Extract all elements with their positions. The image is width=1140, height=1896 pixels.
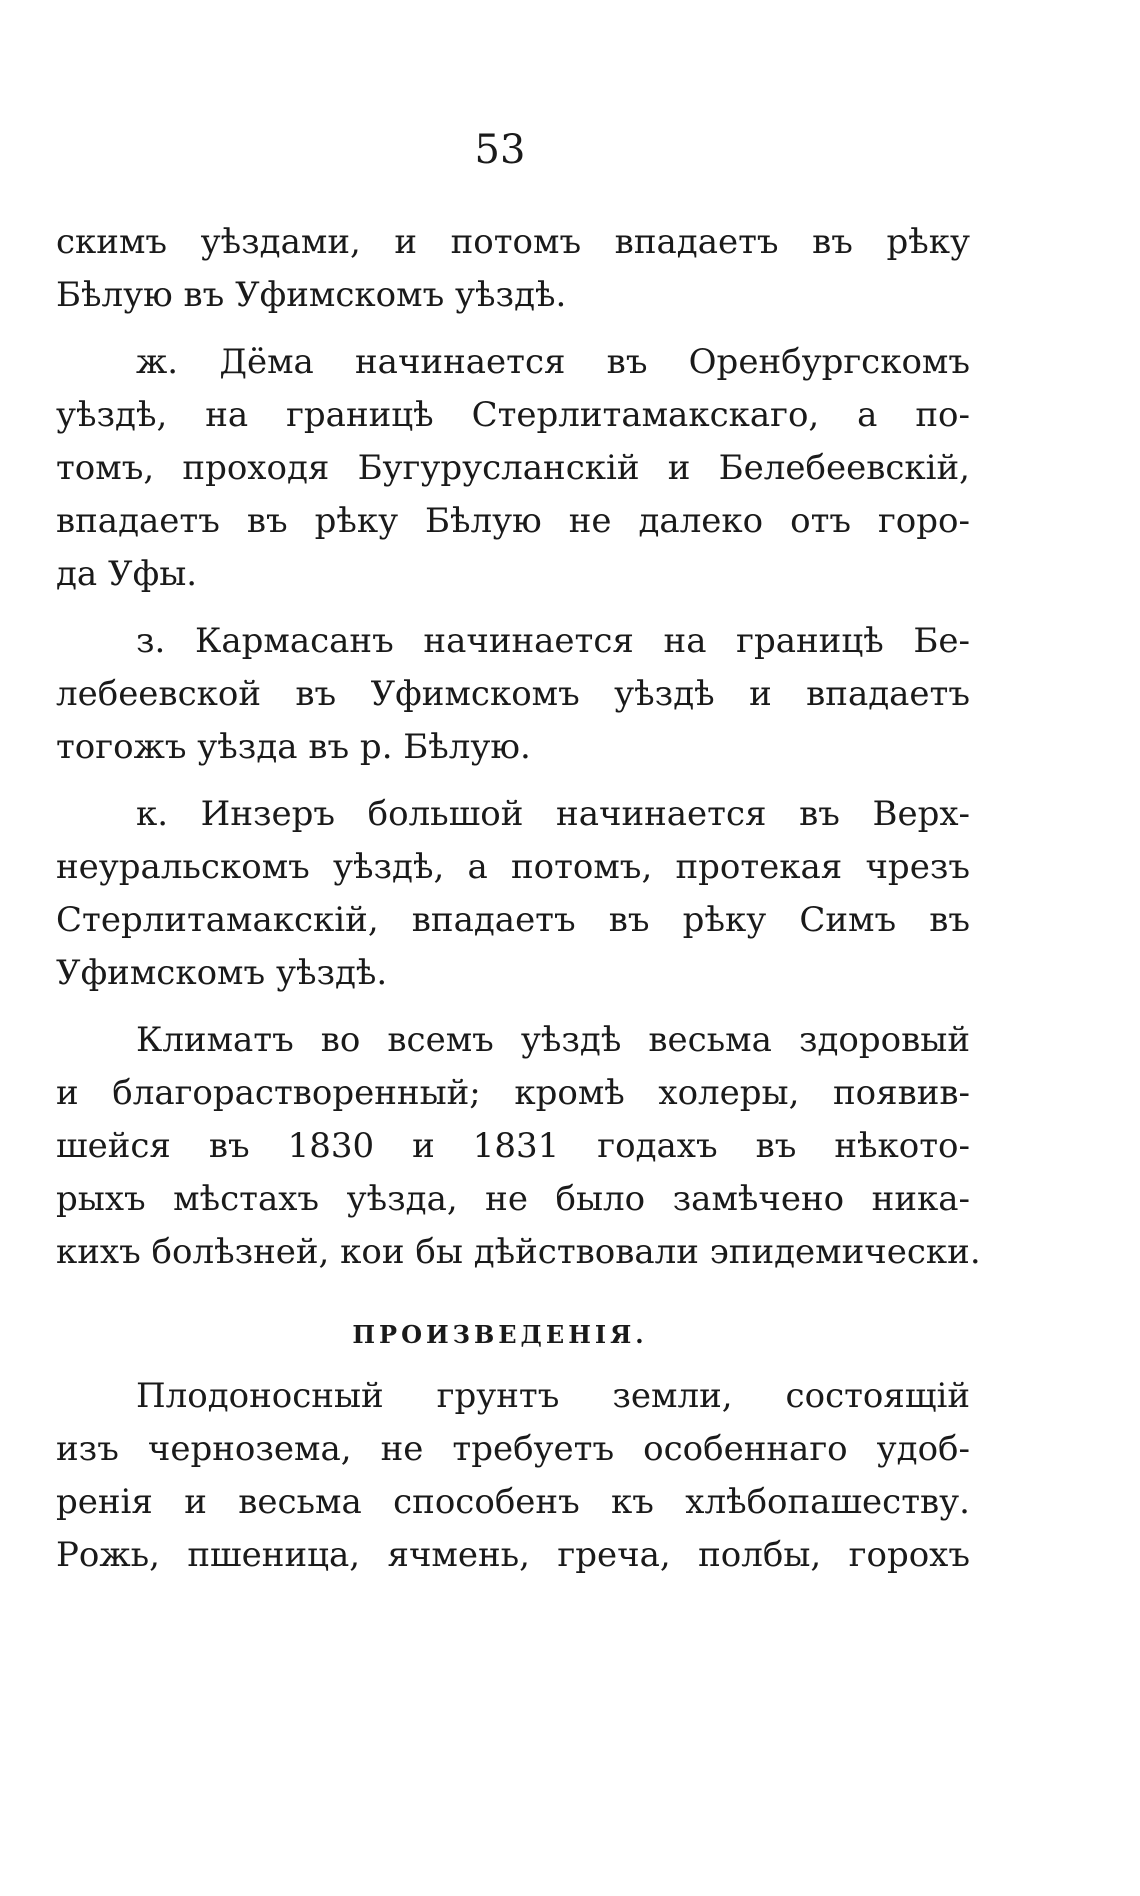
text-line: шейся въ 1830 и 1831 годахъ въ нѣкото- (56, 1126, 970, 1166)
page-number: 53 (474, 127, 526, 173)
text-line: рыхъ мѣстахъ уѣзда, не было замѣчено ника- (56, 1179, 970, 1219)
text-line: скимъ уѣздами, и потомъ впадаетъ въ рѣку (56, 222, 970, 262)
text-line: Климатъ во всемъ уѣздѣ весьма здоровый (136, 1020, 970, 1060)
paragraph (56, 216, 970, 322)
text-line: з. Кармасанъ начинается на границѣ Бе- (136, 621, 970, 661)
paragraph (56, 336, 970, 601)
paragraph (56, 1370, 970, 1582)
text-line: к. Инзеръ большой начинается въ Верх- (136, 794, 970, 834)
paragraph (56, 788, 970, 1000)
text-line: кихъ болѣзней, кои бы дѣйствовали эпидемически. (56, 1232, 981, 1272)
text-line: томъ, проходя Бугурусланскій и Белебеевскій, (56, 448, 970, 488)
text-line: впадаетъ въ рѣку Бѣлую не далеко отъ горо- (56, 501, 970, 541)
text-line: ж. Дёма начинается въ Оренбургскомъ (136, 342, 970, 382)
text-line: и благорастворенный; кромѣ холеры, появив- (56, 1073, 970, 1113)
paragraph (56, 615, 970, 774)
text-line: неуральскомъ уѣздѣ, а потомъ, протекая чрезъ (56, 847, 970, 887)
text-line: изъ чернозема, не требуетъ особеннаго удоб- (56, 1429, 970, 1469)
text-line: уѣздѣ, на границѣ Стерлитамакскаго, а по- (56, 395, 970, 435)
text-line: Бѣлую въ Уфимскомъ уѣздѣ. (56, 275, 567, 315)
text-block-top (56, 216, 981, 1279)
text-line: Уфимскомъ уѣздѣ. (56, 953, 388, 993)
text-line: лебеевской въ Уфимскомъ уѣздѣ и впадаетъ (56, 674, 970, 714)
section-heading: ПРОИЗВЕДЕНІЯ. (352, 1320, 648, 1349)
text-line: ренія и весьма способенъ къ хлѣбопашеству. (56, 1482, 970, 1522)
text-line: да Уфы. (56, 554, 198, 594)
text-line: Плодоносный грунтъ земли, состоящій (136, 1376, 970, 1416)
text-line: тогожъ уѣзда въ р. Бѣлую. (56, 727, 531, 767)
text-line: Рожь, пшеница, ячмень, греча, полбы, горохъ (56, 1535, 970, 1575)
paragraph (56, 1014, 981, 1279)
text-line: Стерлитамакскій, впадаетъ въ рѣку Симъ въ (56, 900, 970, 940)
text-block-bottom (56, 1370, 970, 1582)
